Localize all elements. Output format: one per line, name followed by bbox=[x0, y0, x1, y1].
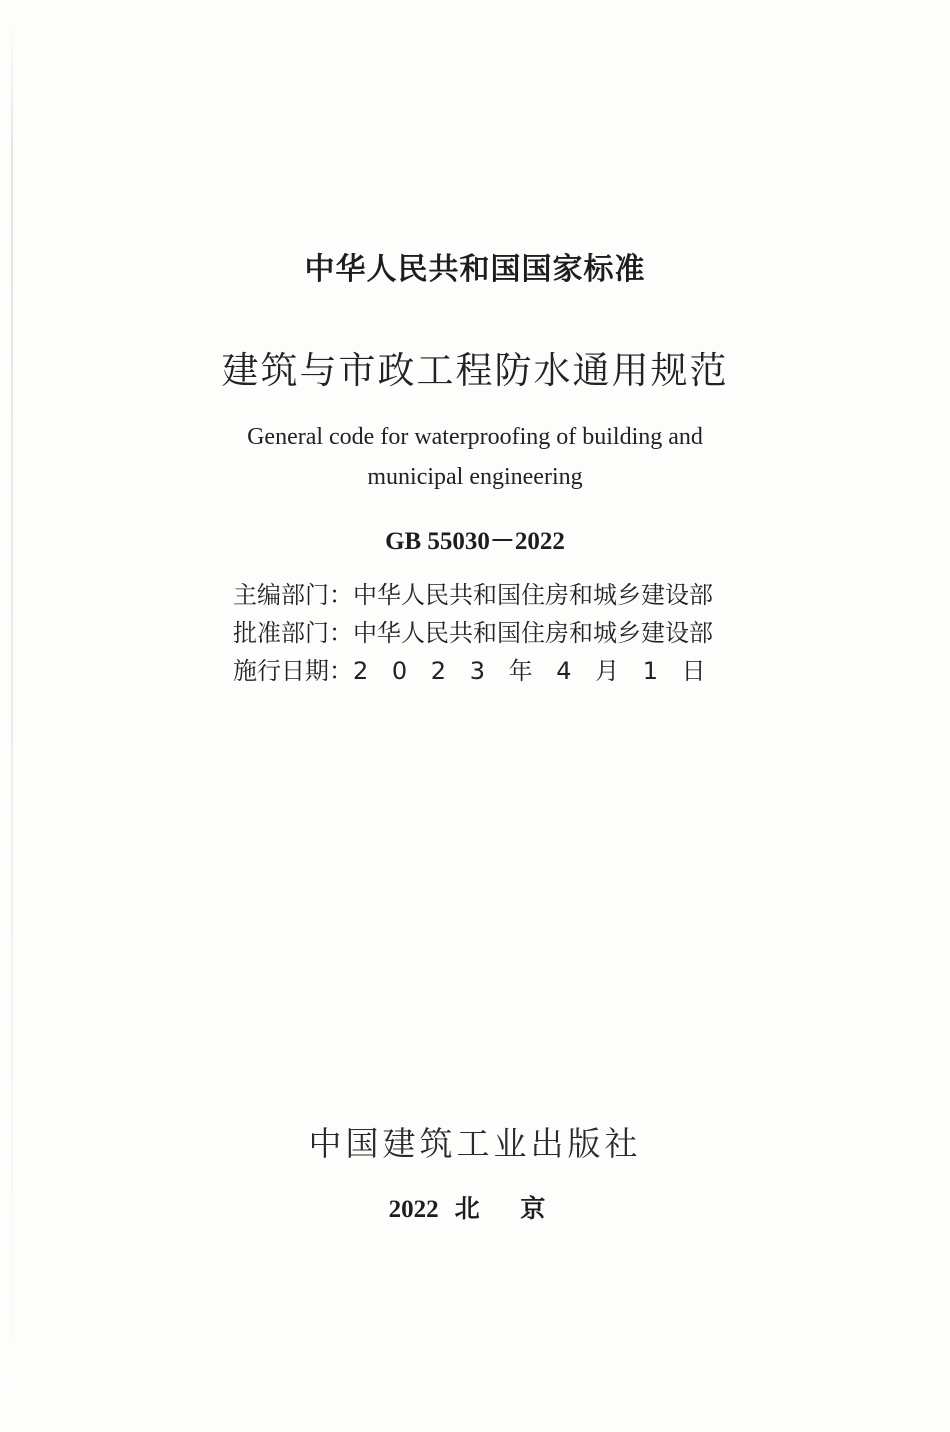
effective-date-row bbox=[233, 652, 713, 690]
approval-row bbox=[233, 614, 713, 652]
document-meta bbox=[233, 576, 713, 690]
chief-editor-value: 中华人民共和国住房和城乡建设部 bbox=[353, 581, 713, 609]
publication-year: 2022 bbox=[388, 1196, 439, 1223]
chief-editor-row bbox=[233, 576, 713, 614]
approval-value: 中华人民共和国住房和城乡建设部 bbox=[353, 619, 713, 647]
publication-place: 北 京 bbox=[454, 1194, 562, 1223]
document-title-english-line1: General code for waterproofing of building and bbox=[247, 424, 703, 450]
standard-code: GB 55030－2022 bbox=[385, 528, 565, 555]
publisher-name: 中国建筑工业出版社 bbox=[308, 1124, 642, 1163]
document-title-english-line2: municipal engineering bbox=[367, 464, 583, 490]
chief-editor-label: 主编部门： bbox=[233, 581, 353, 609]
national-standard-heading: 中华人民共和国国家标准 bbox=[304, 252, 646, 287]
effective-date-label: 施行日期： bbox=[233, 657, 353, 685]
effective-date-value: 2 0 2 3 年 4 月 1 日 bbox=[353, 657, 706, 685]
approval-label: 批准部门： bbox=[233, 619, 353, 647]
document-title-chinese: 建筑与市政工程防水通用规范 bbox=[221, 349, 729, 392]
publication-year-place bbox=[0, 1189, 950, 1225]
document-title-english bbox=[0, 417, 950, 497]
